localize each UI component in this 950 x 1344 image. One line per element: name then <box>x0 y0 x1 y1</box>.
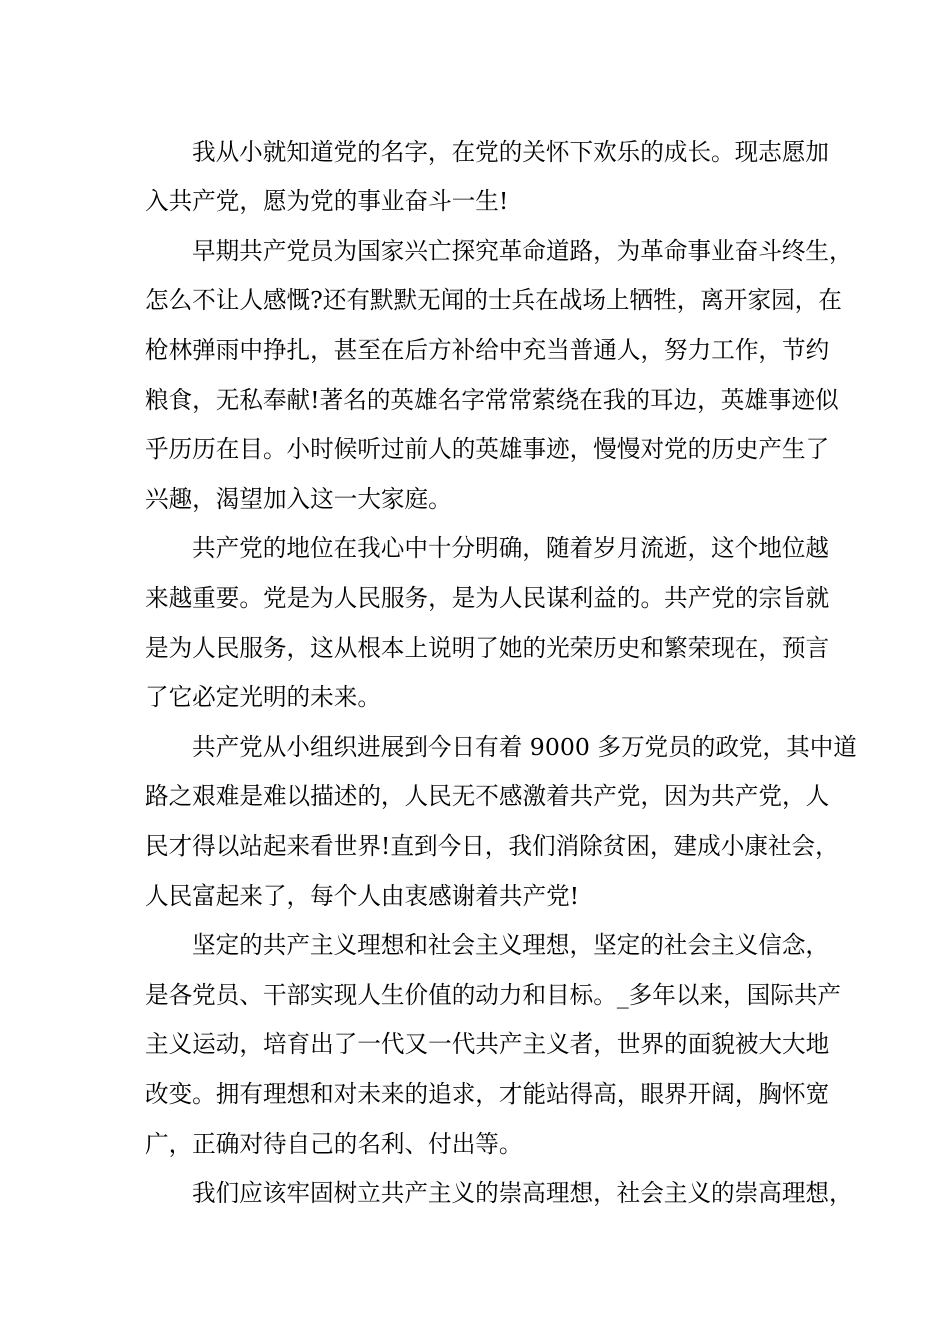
text-line: 入共产党，愿为党的事业奋斗一生! <box>145 187 509 215</box>
text-line: 枪林弹雨中挣扎，甚至在后方补给中充当普通人，努力工作，节约 <box>145 336 830 364</box>
text-line: 兴趣，渴望加入这一大家庭。 <box>145 485 452 513</box>
text-line: 共产党从小组织进展到今日有着 9000 多万党员的政党，其中道 <box>192 733 857 761</box>
text-line: 来越重要。党是为人民服务，是为人民谋利益的。共产党的宗旨就 <box>145 584 830 612</box>
text-line: 主义运动，培育出了一代又一代共产主义者，世界的面貌被大大地 <box>145 1030 830 1058</box>
text-line: 民才得以站起来看世界!直到今日，我们消除贫困，建成小康社会， <box>145 832 839 860</box>
text-line: 是各党员、干部实现人生价值的动力和目标。_多年以来，国际共产 <box>145 981 842 1009</box>
text-line: 我们应该牢固树立共产主义的崇高理想，社会主义的崇高理想， <box>192 1179 853 1207</box>
text-line: 人民富起来了，每个人由衷感谢着共产党! <box>145 882 580 910</box>
text-line: 坚定的共产主义理想和社会主义理想，坚定的社会主义信念， <box>192 931 830 959</box>
text-line: 路之艰难是难以描述的，人民无不感激着共产党，因为共产党，人 <box>145 782 830 810</box>
text-line: 早期共产党员为国家兴亡探究革命道路，为革命事业奋斗终生， <box>192 237 853 265</box>
text-line: 粮食，无私奉献!著名的英雄名字常常萦绕在我的耳边，英雄事迹似 <box>145 386 839 414</box>
text-line: 乎历历在目。小时候听过前人的英雄事迹，慢慢对党的历史产生了 <box>145 435 830 463</box>
text-line: 广，正确对待自己的名利、付出等。 <box>145 1130 523 1158</box>
text-line: 我从小就知道党的名字，在党的关怀下欢乐的成长。现志愿加 <box>192 138 830 166</box>
text-line: 改变。拥有理想和对未来的追求，才能站得高，眼界开阔，胸怀宽 <box>145 1080 830 1108</box>
text-line: 了它必定光明的未来。 <box>145 683 381 711</box>
text-line: 共产党的地位在我心中十分明确，随着岁月流逝，这个地位越 <box>192 534 830 562</box>
text-line: 是为人民服务，这从根本上说明了她的光荣历史和繁荣现在，预言 <box>145 634 830 662</box>
text-line: 怎么不让人感慨?还有默默无闻的士兵在战场上牺牲，离开家园，在 <box>145 286 842 314</box>
